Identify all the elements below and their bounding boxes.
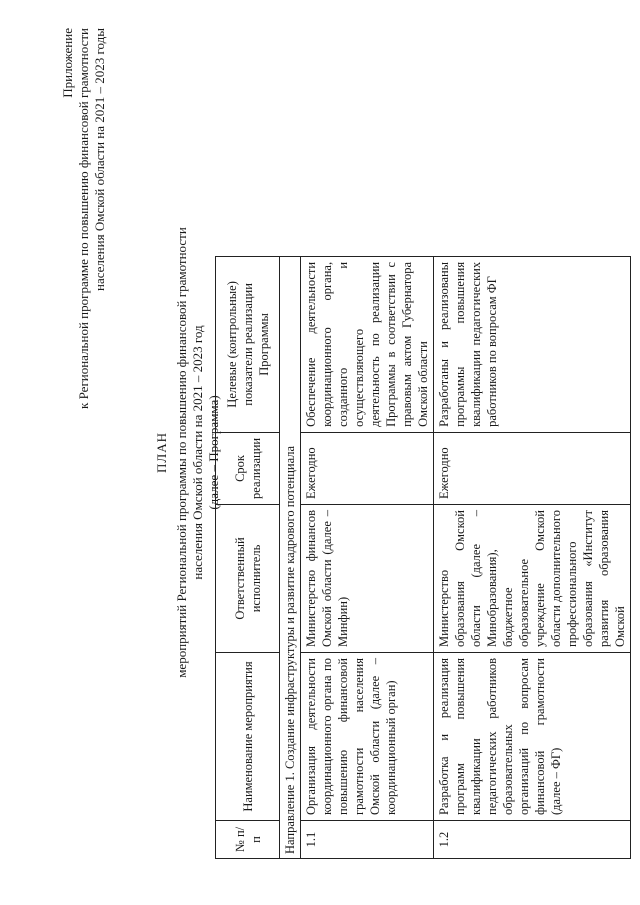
row-2-term: Ежегодно (434, 432, 631, 504)
header-executor: Ответственный исполнитель (216, 505, 280, 653)
plan-subtitle-line-1: мероприятий Региональной программы по повышению финансовой грамотности (174, 227, 189, 678)
row-2-executor: Министерство образования Омской области (далее – Минобразования), бюджетное образовательное учреждение Омской области дополнительного профессионального образования «Институт развития образования Омской (434, 505, 631, 653)
appendix-line-2: к Региональной программе по повышению финансовой грамотности (76, 28, 91, 409)
row-1-executor: Министерство финансов Омской области (далее – Минфин) (301, 505, 434, 653)
header-term: Срок реализации (216, 432, 280, 504)
plan-heading (154, 150, 222, 755)
row-2-indicators: Разработаны и реализованы программы повышения квалификации педагогических работников по вопросам ФГ (434, 256, 631, 432)
plan-table (215, 256, 631, 859)
header-name: Наименование мероприятия (216, 653, 280, 821)
row-2-num: 1.2 (434, 821, 631, 859)
row-2-name: Разработка и реализация программ повышения квалификации педагогических работников образовательных организаций по вопросам финансовой грамотности (далее – ФГ) (434, 653, 631, 821)
row-1-indicators: Обеспечение деятельности координационного органа, созданного и осуществляющего деятельность по реализации Программы в соответствии с правовым актом Губернатора Омской области (301, 256, 434, 432)
appendix-line-3: населения Омской области на 2021 – 2023 годы (92, 28, 107, 291)
plan-title: ПЛАН (154, 432, 169, 473)
appendix-note (60, 28, 108, 548)
direction-label: Направление 1. Создание инфраструктуры и развитие кадрового потенциала (280, 256, 301, 858)
direction-row (280, 256, 301, 858)
row-1-name: Организация деятельности координационного органа по повышению финансовой грамотности населения Омской области (далее – координационный орган) (301, 653, 434, 821)
header-indicators: Целевые (контрольные) показатели реализации Программы (216, 256, 280, 432)
plan-subtitle-line-2: населения Омской области на 2021 – 2023 год (190, 325, 205, 580)
appendix-line-1: Приложение (60, 28, 75, 98)
header-num: № п/п (216, 821, 280, 859)
row-1-num: 1.1 (301, 821, 434, 859)
table-row (301, 256, 434, 858)
plan-subtitle-line-3: (далее – Программа) (206, 395, 221, 510)
row-1-term: Ежегодно (301, 432, 434, 504)
table-row (434, 256, 631, 858)
table-header-row (216, 256, 280, 858)
